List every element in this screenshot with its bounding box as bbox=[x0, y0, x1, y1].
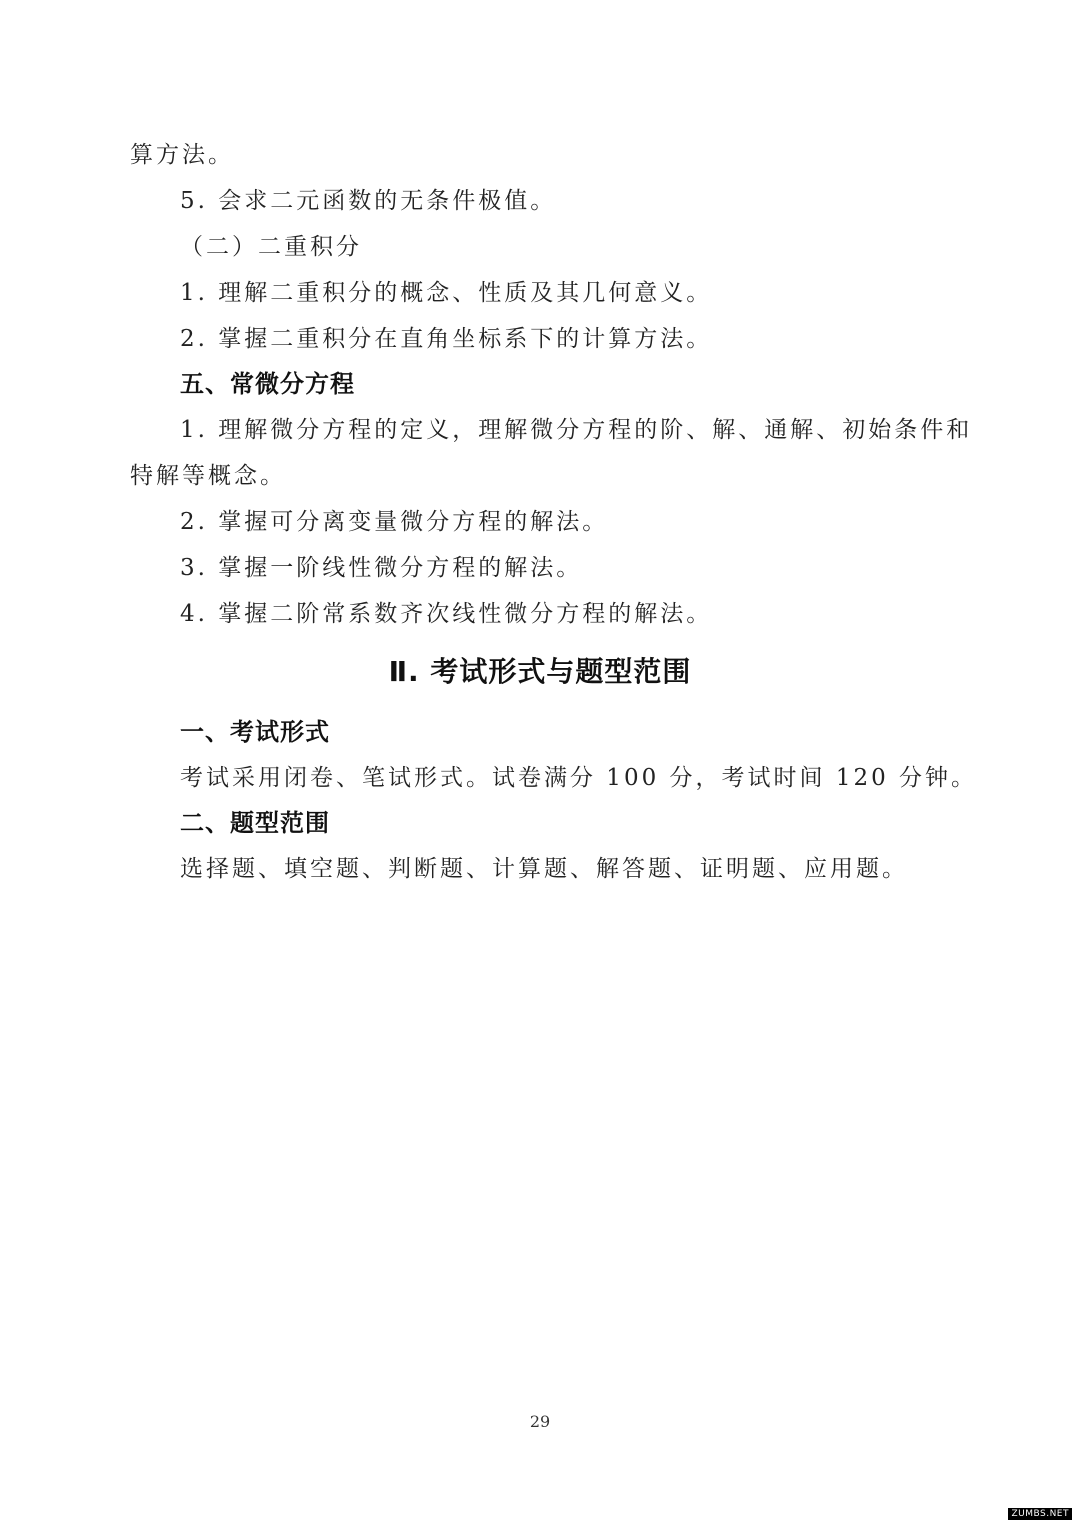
part-title: Ⅱ. 考试形式与题型范围 bbox=[388, 655, 692, 688]
section-heading: 一、考试形式 bbox=[180, 718, 330, 746]
list-item: 1. 理解二重积分的概念、性质及其几何意义。 bbox=[180, 280, 713, 306]
section-heading: 二、题型范围 bbox=[180, 809, 330, 837]
list-item: 2. 掌握可分离变量微分方程的解法。 bbox=[180, 509, 609, 535]
paragraph: 考试采用闭卷、笔试形式。试卷满分 100 分，考试时间 120 分钟。 bbox=[180, 765, 978, 791]
subsection-heading: （二）二重积分 bbox=[180, 234, 362, 260]
list-item: 3. 掌握一阶线性微分方程的解法。 bbox=[180, 555, 583, 581]
list-item: 4. 掌握二阶常系数齐次线性微分方程的解法。 bbox=[180, 601, 713, 627]
section-heading: 五、常微分方程 bbox=[180, 370, 355, 398]
text-line-continuation: 特解等概念。 bbox=[130, 463, 286, 489]
list-item: 1. 理解微分方程的定义，理解微分方程的阶、解、通解、初始条件和 bbox=[180, 417, 973, 443]
watermark: ZUMBS.NET bbox=[1008, 1508, 1072, 1520]
text-line-continuation: 算方法。 bbox=[130, 142, 234, 168]
page-number: 29 bbox=[529, 1412, 551, 1431]
list-item: 2. 掌握二重积分在直角坐标系下的计算方法。 bbox=[180, 326, 713, 352]
list-item: 5. 会求二元函数的无条件极值。 bbox=[180, 188, 557, 214]
paragraph: 选择题、填空题、判断题、计算题、解答题、证明题、应用题。 bbox=[180, 856, 908, 882]
